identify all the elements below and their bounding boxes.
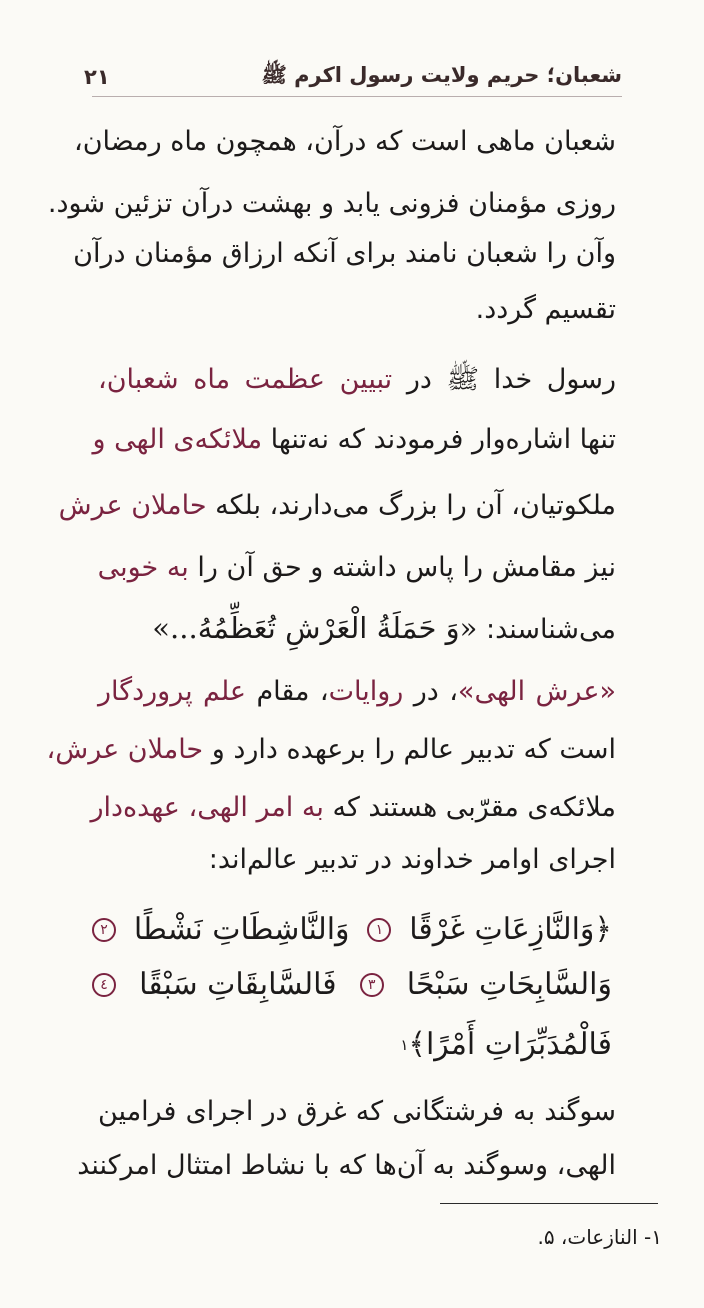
- body-line: [98, 672, 616, 712]
- running-header: [84, 60, 622, 94]
- text-run: ملکوتیان، آن را بزرگ می‌دارند، بلکه: [215, 490, 616, 521]
- body-line: [98, 548, 616, 588]
- text-run: می‌شناسند:: [485, 614, 616, 645]
- footnote-reference: ۱: [400, 1036, 409, 1054]
- quran-verse: فَالسَّابِقَاتِ سَبْقًا: [139, 967, 337, 1002]
- verse-number-marker: ٤: [92, 973, 116, 997]
- highlighted-text: روایات: [328, 676, 404, 707]
- body-line: اجرای اوامر خداوند در تدبیر عالم‌اند:: [208, 844, 616, 875]
- body-line: [46, 730, 616, 770]
- highlighted-text: علم پروردگار: [98, 676, 247, 707]
- header-divider: [92, 96, 622, 97]
- body-line: سوگند به فرشتگانی که غرق در اجرای فرامین: [98, 1096, 616, 1127]
- footnote: ۱- النازعات، ۵.: [537, 1225, 662, 1249]
- arabic-quote: «وَ حَمَلَةُ الْعَرْشِ تُعَظِّمُهُ...»: [152, 611, 478, 645]
- text-run: ، مقام: [256, 676, 329, 707]
- text-run: نیز مقامش را پاس داشته و حق آن را: [197, 552, 616, 583]
- quran-verse: فَالْمُدَبِّرَاتِ أَمْرًا﴾: [408, 1027, 612, 1062]
- text-run: ، در: [413, 676, 458, 707]
- verse-number-marker: ١: [367, 918, 391, 942]
- highlighted-text: به امر الهی، عهده‌دار: [90, 792, 324, 823]
- quran-verse: وَالسَّابِحَاتِ سَبْحًا: [406, 967, 612, 1002]
- text-run: ملائکه‌ی مقرّبی هستند که: [332, 792, 616, 823]
- body-line: شعبان ماهی است که درآن، همچون ماه رمضان،: [73, 126, 616, 157]
- highlighted-text: حاملان عرش،: [46, 734, 204, 765]
- body-line: الهی، وسوگند به آن‌ها که با نشاط امتثال امرکنند: [77, 1150, 616, 1181]
- highlighted-text: حاملان عرش: [58, 490, 207, 521]
- quran-verse-line: [92, 960, 612, 1010]
- body-line: [90, 788, 616, 828]
- highlighted-text: ملائکه‌ی الهی و: [92, 424, 263, 455]
- body-line: [58, 486, 616, 526]
- body-line: روزی مؤمنان فزونی یابد و بهشت درآن تزئین شود.: [47, 188, 616, 219]
- text-run: است که تدبیر عالم را برعهده دارد و: [211, 734, 616, 765]
- highlighted-text: به خوبی: [97, 552, 189, 583]
- quran-verse-line: [92, 1020, 612, 1070]
- body-line: [92, 420, 616, 460]
- verse-number-marker: ٢: [92, 918, 116, 942]
- quran-verse-line: [92, 905, 612, 955]
- page-number: ۲۱: [84, 65, 110, 89]
- quran-verse: ﴿وَالنَّازِعَاتِ غَرْقًا: [409, 912, 612, 947]
- highlighted-text: تبیین عظمت ماه شعبان،: [98, 364, 393, 395]
- text-run: تنها اشاره‌وار فرمودند که نه‌تنها: [270, 424, 616, 455]
- body-line: وآن را شعبان نامند برای آنکه ارزاق مؤمنان درآن: [73, 238, 616, 269]
- verse-number-marker: ٣: [360, 973, 384, 997]
- text-run: رسول خدا ﷺ در: [406, 364, 616, 395]
- body-line: [98, 360, 616, 400]
- running-title: شعبان؛ حریم ولایت رسول اکرم ﷺ: [261, 62, 622, 87]
- body-line: تقسیم گردد.: [475, 294, 616, 325]
- highlighted-text: «عرش الهی»: [457, 676, 616, 707]
- body-line: [152, 608, 616, 648]
- quran-verse: وَالنَّاشِطَاتِ نَشْطًا: [133, 912, 350, 947]
- footnote-divider: [440, 1203, 658, 1204]
